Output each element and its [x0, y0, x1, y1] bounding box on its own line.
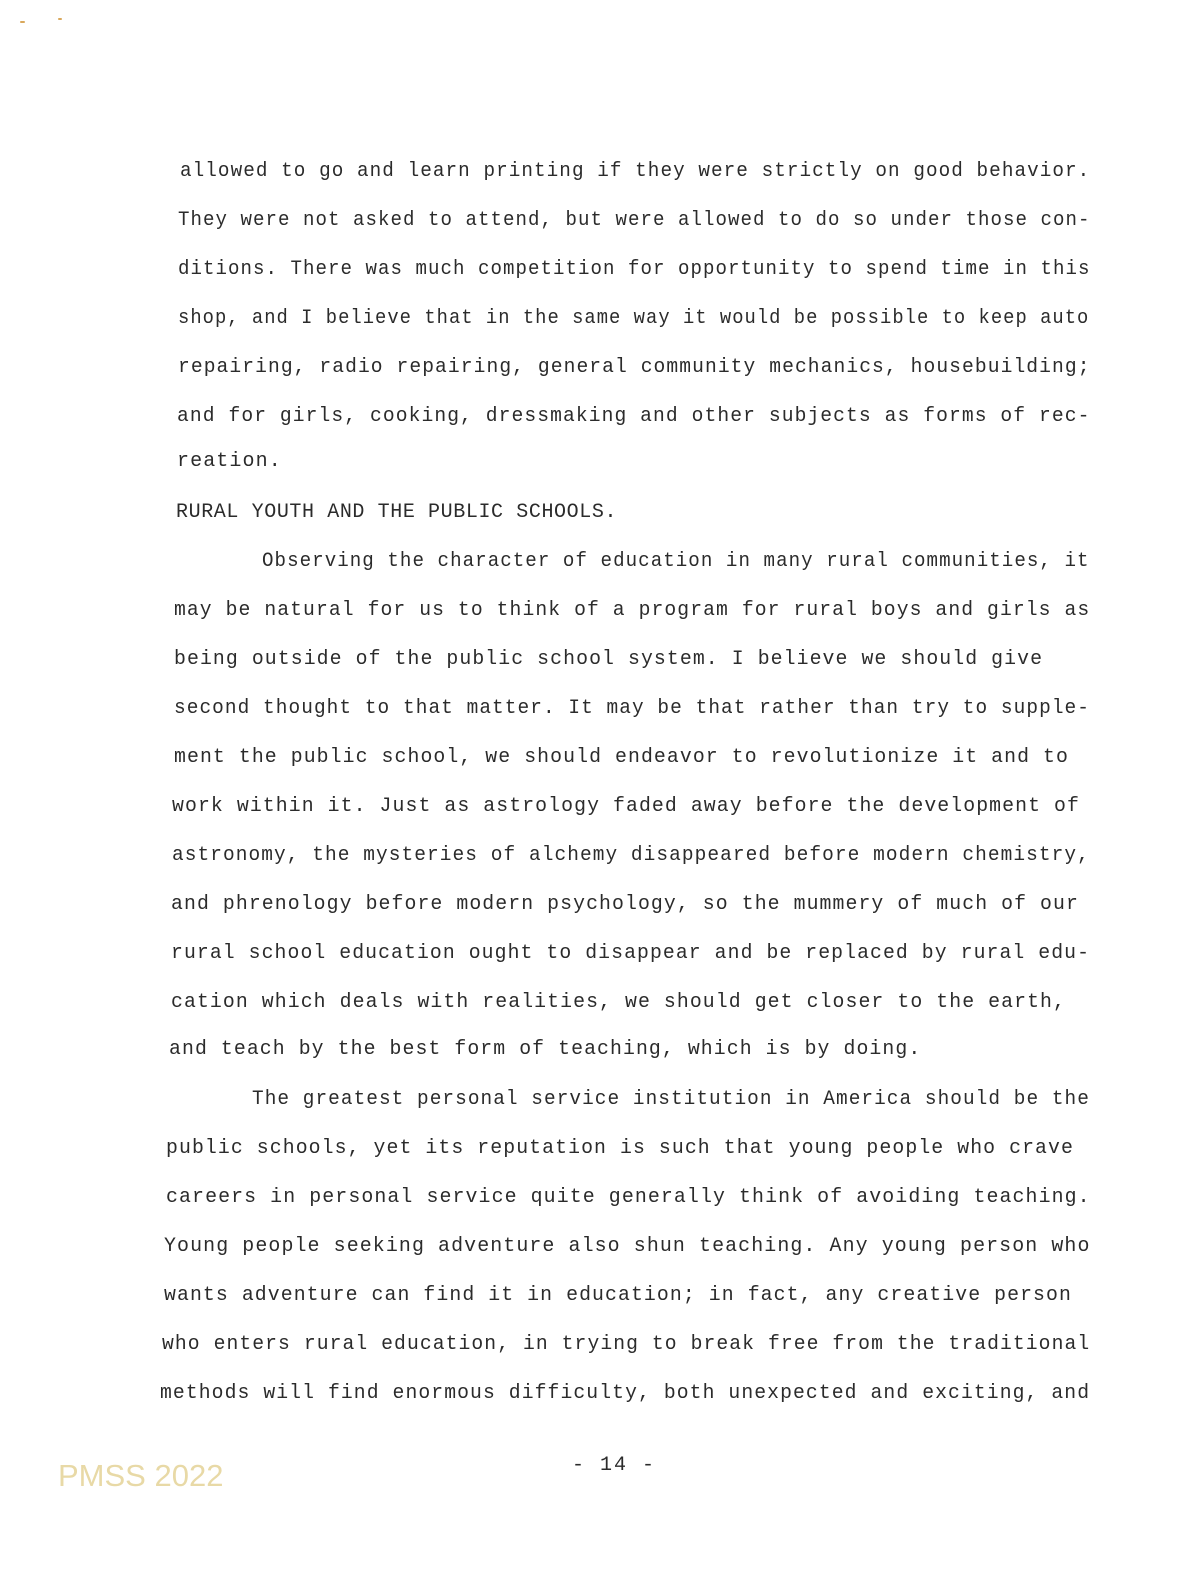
text-line: Observing the character of education in many rural communities, it — [262, 550, 1090, 573]
watermark: PMSS 2022 — [58, 1458, 224, 1493]
text-line: reation. — [177, 450, 282, 473]
text-line: rural school education ought to disappear and be replaced by rural edu- — [171, 942, 1091, 965]
text-line: wants adventure can find it in education; in fact, any creative person — [164, 1284, 1072, 1307]
text-line: ditions. There was much competition for opportunity to spend time in this — [178, 258, 1091, 281]
text-line: Young people seeking adventure also shun teaching. Any young person who — [164, 1235, 1091, 1258]
text-line: and for girls, cooking, dressmaking and other subjects as forms of rec- — [177, 405, 1091, 428]
page-number: - 14 - — [572, 1454, 657, 1477]
text-line: who enters rural education, in trying to break free from the traditional — [162, 1333, 1091, 1356]
paper-speck — [58, 18, 62, 20]
text-line: The greatest personal service institution in America should be the — [252, 1088, 1090, 1111]
text-line: astronomy, the mysteries of alchemy disappeared before modern chemistry, — [172, 844, 1090, 867]
text-line: and teach by the best form of teaching, which is by doing. — [169, 1038, 922, 1061]
text-line: repairing, radio repairing, general community mechanics, housebuilding; — [178, 356, 1091, 379]
text-line: ment the public school, we should endeavor to revolutionize it and to — [174, 746, 1070, 769]
text-line: work within it. Just as astrology faded away before the development of — [172, 795, 1080, 818]
text-line: They were not asked to attend, but were allowed to do so under those con- — [178, 209, 1091, 232]
text-line: allowed to go and learn printing if they were strictly on good behavior. — [180, 160, 1091, 183]
text-line: second thought to that matter. It may be that rather than try to supple- — [174, 697, 1090, 720]
text-line: methods will find enormous difficulty, both unexpected and exciting, and — [160, 1382, 1091, 1405]
text-line: cation which deals with realities, we should get closer to the earth, — [171, 991, 1067, 1014]
text-line: public schools, yet its reputation is such that young people who crave — [166, 1137, 1074, 1160]
text-line: being outside of the public school system. I believe we should give — [174, 648, 1044, 671]
text-line: shop, and I believe that in the same way it would be possible to keep auto — [178, 307, 1090, 330]
text-line: careers in personal service quite generally think of avoiding teaching. — [166, 1186, 1091, 1209]
text-line: and phrenology before modern psychology, so the mummery of much of our — [171, 893, 1079, 916]
text-line: may be natural for us to think of a program for rural boys and girls as — [174, 599, 1091, 622]
paper-speck — [20, 21, 25, 23]
section-heading: RURAL YOUTH AND THE PUBLIC SCHOOLS. — [176, 501, 618, 524]
